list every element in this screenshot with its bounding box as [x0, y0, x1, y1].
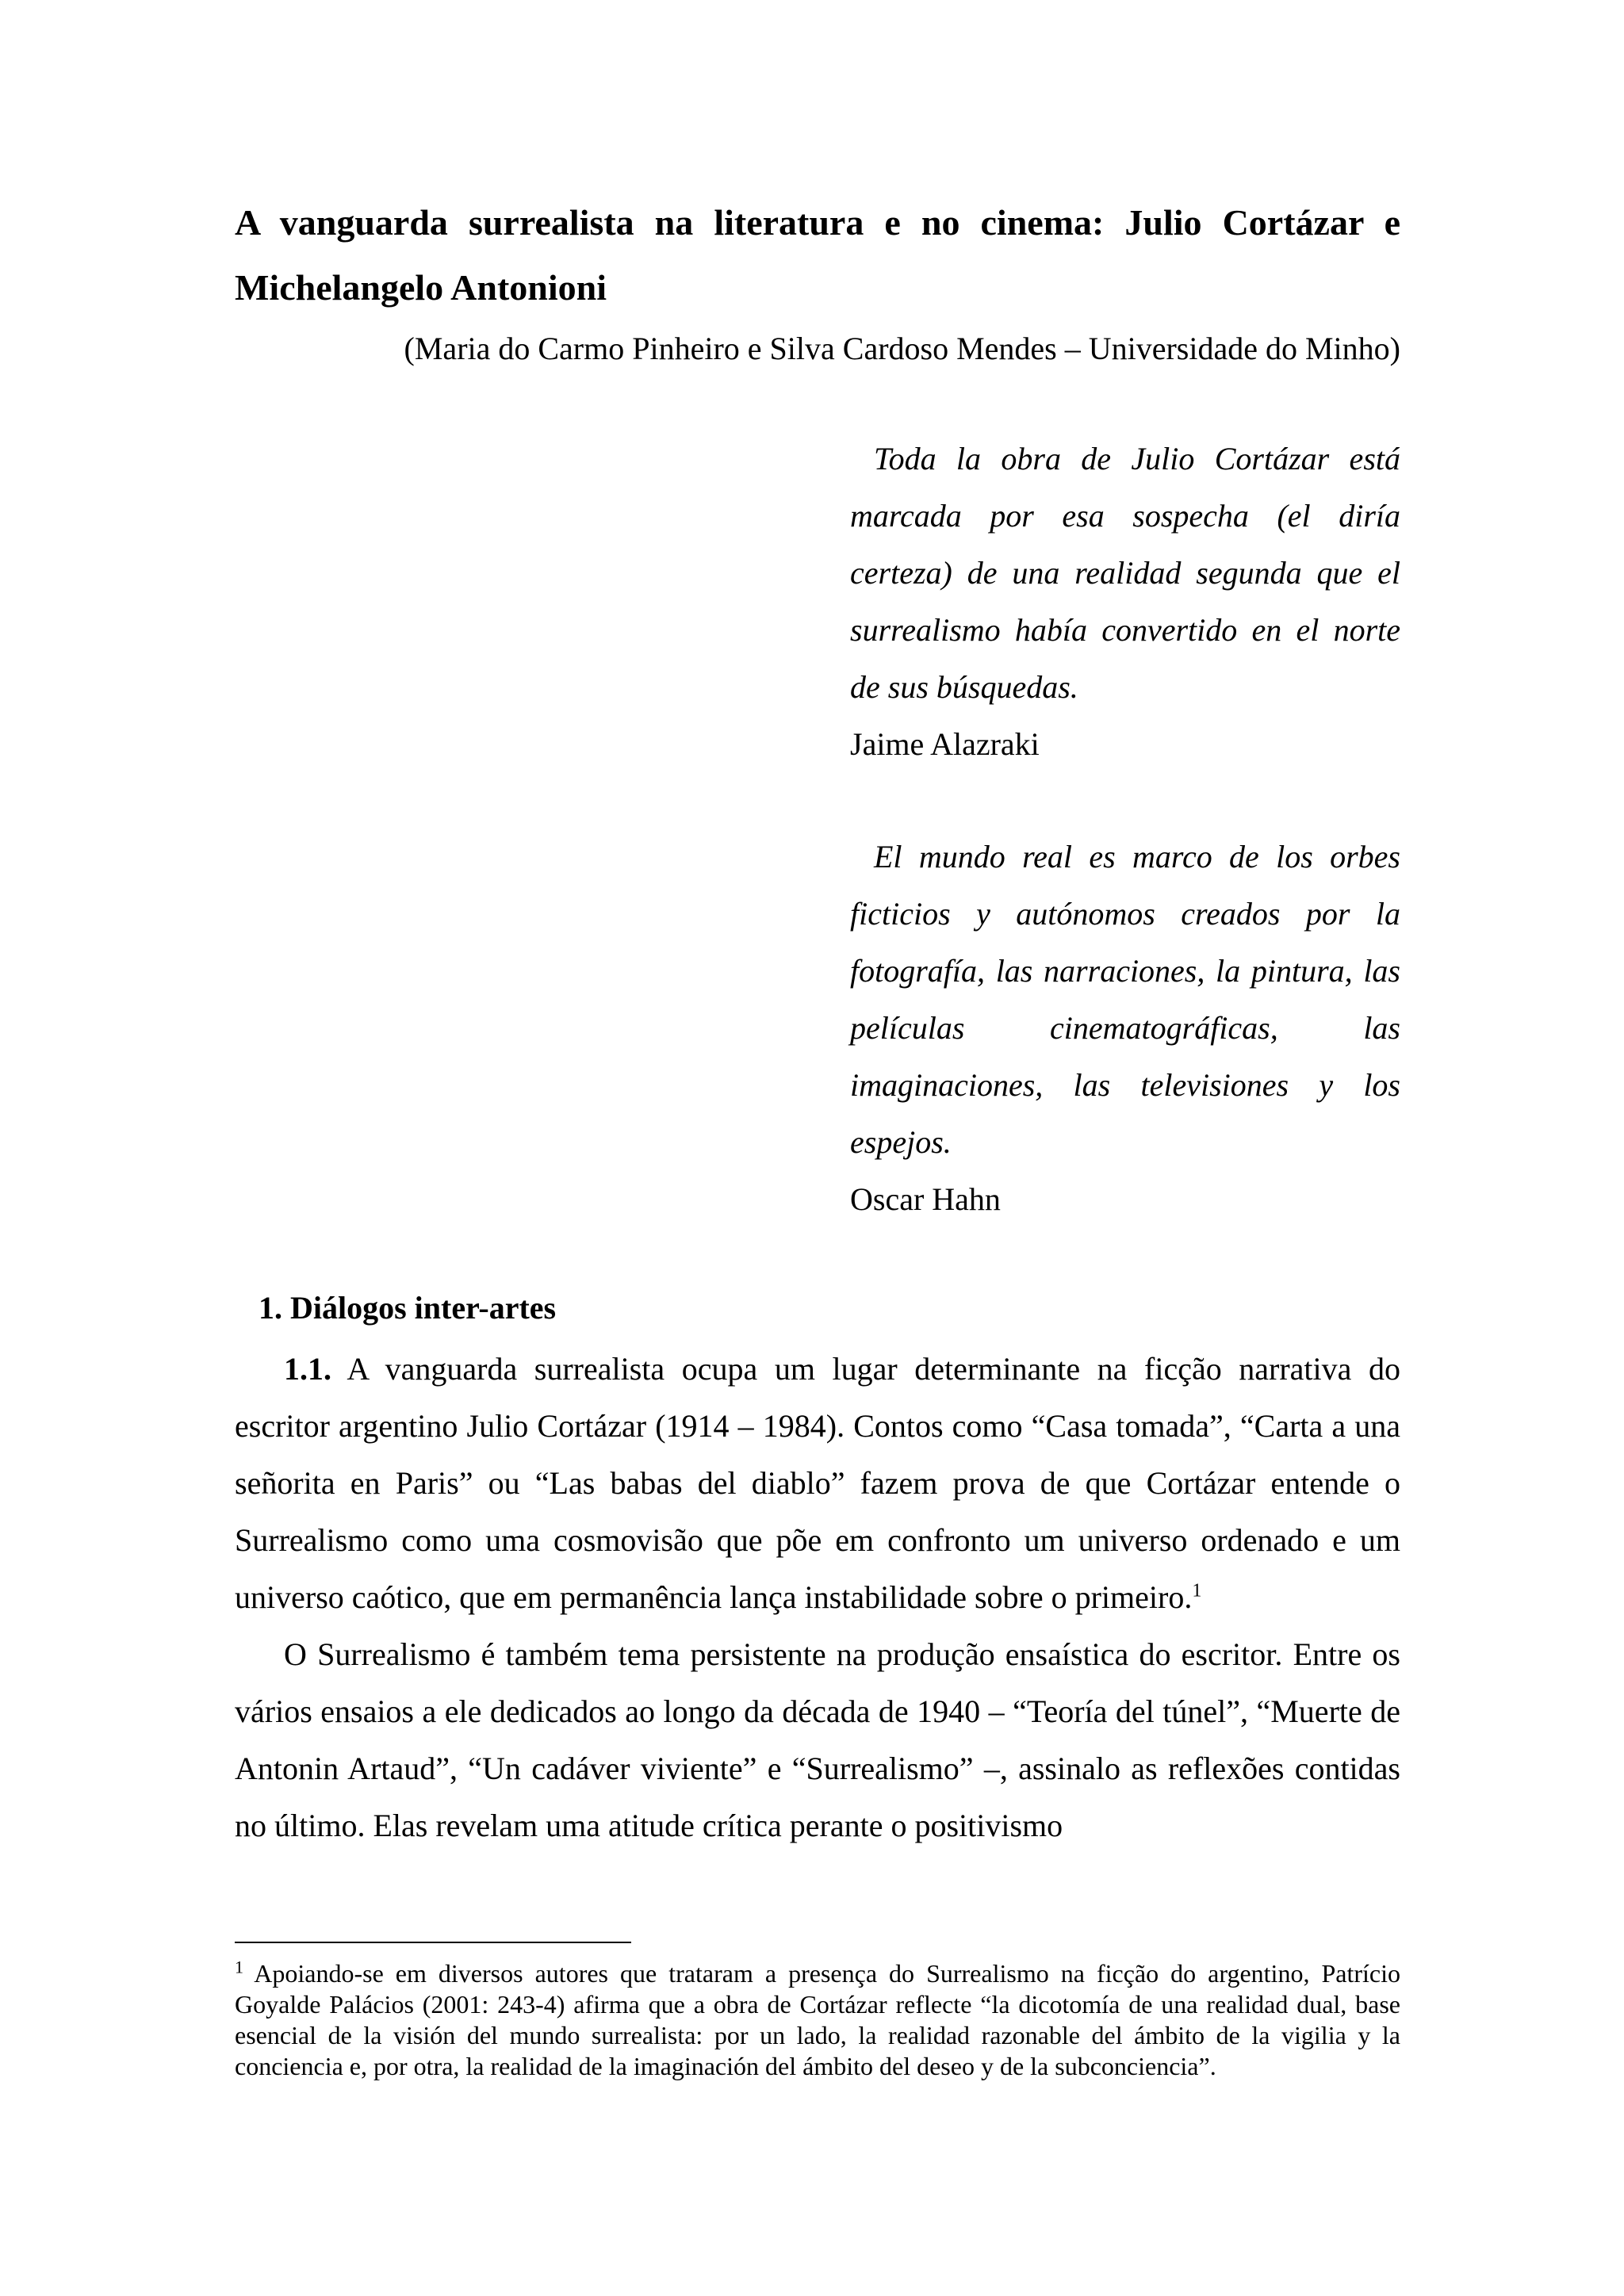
footnote-reference[interactable]: 1	[1192, 1580, 1202, 1601]
epigraph-source: Jaime Alazraki	[850, 726, 1040, 762]
epigraph-quote: Toda la obra de Julio Cortázar está marcada por esa sospecha (el diría certeza) de una realidad segunda que el surrealismo había convertido en el norte de sus búsquedas.	[850, 441, 1400, 705]
paragraph	[235, 1341, 1400, 1626]
epigraph-quote: El mundo real es marco de los orbes ficticios y autónomos creados por la fotografía, las narraciones, la pintura, las películas cinematográficas, las imaginaciones, las televisiones y los espejos.	[850, 839, 1400, 1160]
paragraph-text: A vanguarda surrealista ocupa um lugar determinante na ficção narrativa do escritor argentino Julio Cortázar (1914 – 1984). Contos como “Casa tomada”, “Carta a una señorita en Paris” ou “Las babas del diablo” fazem prova de que Cortázar entende o Surrealismo como uma cosmovisão que põe em confronto um universo ordenado e um universo caótico, que em permanência lança instabilidade sobre o primeiro.	[235, 1351, 1400, 1615]
epigraph-2	[850, 828, 1400, 1228]
footnote-divider	[235, 1942, 631, 1943]
paper-title: A vanguarda surrealista na literatura e no cinema: Julio Cortázar e Michelangelo Antonioni	[235, 202, 1400, 308]
body-text	[235, 1341, 1400, 1854]
paragraph-number: 1.1.	[284, 1351, 331, 1387]
section-heading: 1. Diálogos inter-artes	[259, 1290, 557, 1326]
footnote	[235, 1958, 1400, 2082]
paragraph-text: O Surrealismo é também tema persistente na produção ensaística do escritor. Entre os vários ensaios a ele dedicados ao longo da década de 1940 – “Teoría del túnel”, “Muerte de Antonin Artaud”, “Un cadáver viviente” e “Surrealismo” –, assinalo as reflexões contidas no último. Elas revelam uma atitude crítica perante o positivismo	[235, 1636, 1400, 1843]
footnote-text: Apoiando-se em diversos autores que trataram a presença do Surrealismo na ficção do argentino, Patrício Goyalde Palácios (2001: 243-4) afirma que a obra de Cortázar reflecte “la dicotomía de una realidad dual, base esencial de la visión del mundo surrealista: por un lado, la realidad razonable del ámbito de la vigilia y la conciencia e, por otra, la realidad de la imaginación del ámbito del deseo y de la subconciencia”.	[235, 1959, 1400, 2080]
author-affiliation: (Maria do Carmo Pinheiro e Silva Cardoso Mendes – Universidade do Minho)	[404, 331, 1400, 366]
epigraph-1	[850, 430, 1400, 773]
paragraph	[235, 1626, 1400, 1854]
footnote-marker: 1	[235, 1957, 243, 1977]
epigraph-source: Oscar Hahn	[850, 1181, 1001, 1217]
